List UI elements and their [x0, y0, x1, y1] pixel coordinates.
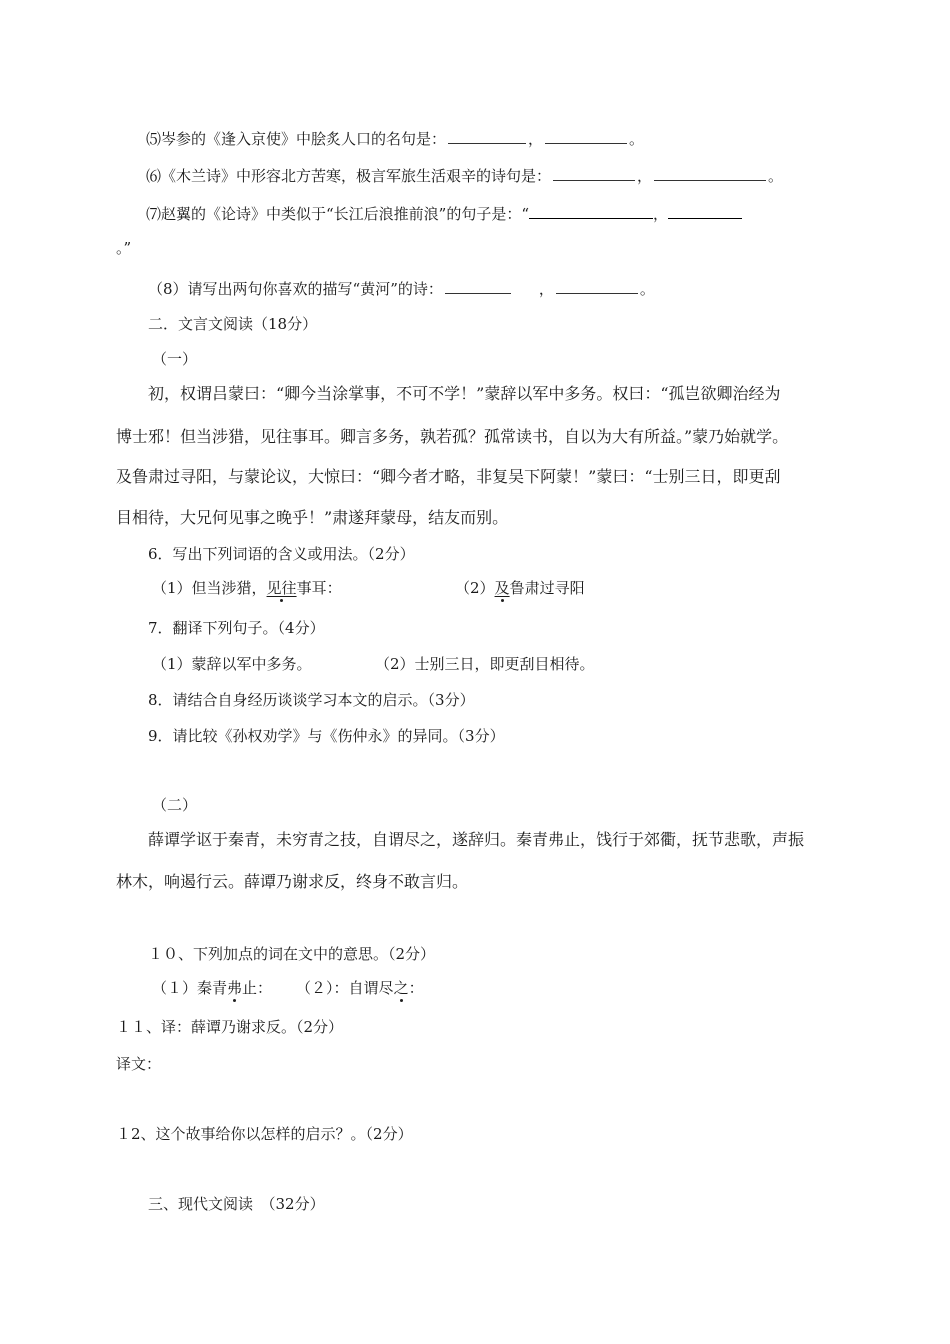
answer-blank[interactable] [529, 203, 653, 219]
question-6-title: 6．写出下列词语的含义或用法。（2分） [148, 545, 415, 563]
question-7: ⑺赵翼的《论诗》中类似于“长江后浪推前浪”的句子是：“ ， [146, 203, 742, 224]
question-6-item-2: （2）及鲁肃过寻阳 [455, 579, 585, 597]
answer-blank[interactable] [654, 165, 766, 181]
marked-word: 及 [494, 579, 510, 597]
answer-blank[interactable] [445, 278, 511, 294]
question-12-title: １2、这个故事给你以怎样的启示？。（2分） [116, 1125, 413, 1143]
question-6-item-1: （1）但当涉猎，见往事耳： [152, 579, 342, 597]
question-5: ⑸岑参的《逢入京使》中脍炙人口的名句是： ， 。 [146, 130, 645, 148]
question-9-title: 9．请比较《孙权劝学》与《伤仲永》的异同。（3分） [148, 727, 505, 745]
question-7-end: 。” [116, 239, 132, 257]
question-7-item-2: （2）士别三日，即更刮目相待。 [375, 655, 595, 673]
passage-line: 目相待，大兄何见事之晚乎！”肃遂拜蒙母，结友而别。 [116, 508, 509, 527]
question-10-items: （１）秦青弗止： （２）：自谓尽之： [152, 979, 424, 997]
question-11-title: １１、译：薛谭乃谢求反。（2分） [116, 1018, 344, 1036]
marked-word: 之 [393, 979, 409, 997]
question-7-item-1: （1）蒙辞以军中多务。 [152, 655, 312, 673]
question-8: （8）请写出两句你喜欢的描写“黄河”的诗： ， 。 [148, 280, 655, 298]
answer-blank[interactable] [545, 128, 627, 144]
part-1-label: （一） [152, 350, 198, 368]
answer-blank[interactable] [553, 165, 635, 181]
question-10-title: １０、下列加点的词在文中的意思。（2分） [148, 945, 436, 963]
part-2-label: （二） [152, 796, 198, 814]
answer-blank[interactable] [556, 278, 638, 294]
marked-word: 弗 [227, 979, 243, 997]
passage-line: 初，权谓吕蒙曰：“卿今当涂掌事，不可不学！”蒙辞以军中多务。权曰：“孤岂欲卿治经为 [148, 384, 781, 403]
passage-line: 薛谭学讴于秦青，未穷青之技，自谓尽之，遂辞归。秦青弗止，饯行于郊衢，抚节悲歌，声振 [148, 830, 805, 849]
answer-blank[interactable] [668, 203, 742, 219]
passage-line: 博士邪！但当涉猎，见往事耳。卿言多务，孰若孤？孤常读书，自以为大有所益。”蒙乃始就学。 [116, 427, 789, 446]
passage-line: 及鲁肃过寻阳，与蒙论议，大惊曰：“卿今者才略，非复吴下阿蒙！”蒙曰：“士别三日，即更刮 [116, 467, 781, 486]
answer-label: 译文： [116, 1055, 162, 1073]
section-2-title: 二．文言文阅读（18分） [148, 315, 318, 333]
question-7-title: 7．翻译下列句子。（4分） [148, 619, 325, 637]
question-6: ⑹《木兰诗》中形容北方苦寒，极言军旅生活艰辛的诗句是： ， 。 [146, 167, 784, 185]
section-3-title: 三、现代文阅读 （32分） [148, 1195, 325, 1213]
marked-word: 见往 [266, 579, 297, 597]
question-8-title: 8．请结合自身经历谈谈学习本文的启示。（3分） [148, 691, 475, 709]
answer-blank[interactable] [448, 128, 526, 144]
passage-line: 林木，响遏行云。薛谭乃谢求反，终身不敢言归。 [116, 872, 469, 891]
